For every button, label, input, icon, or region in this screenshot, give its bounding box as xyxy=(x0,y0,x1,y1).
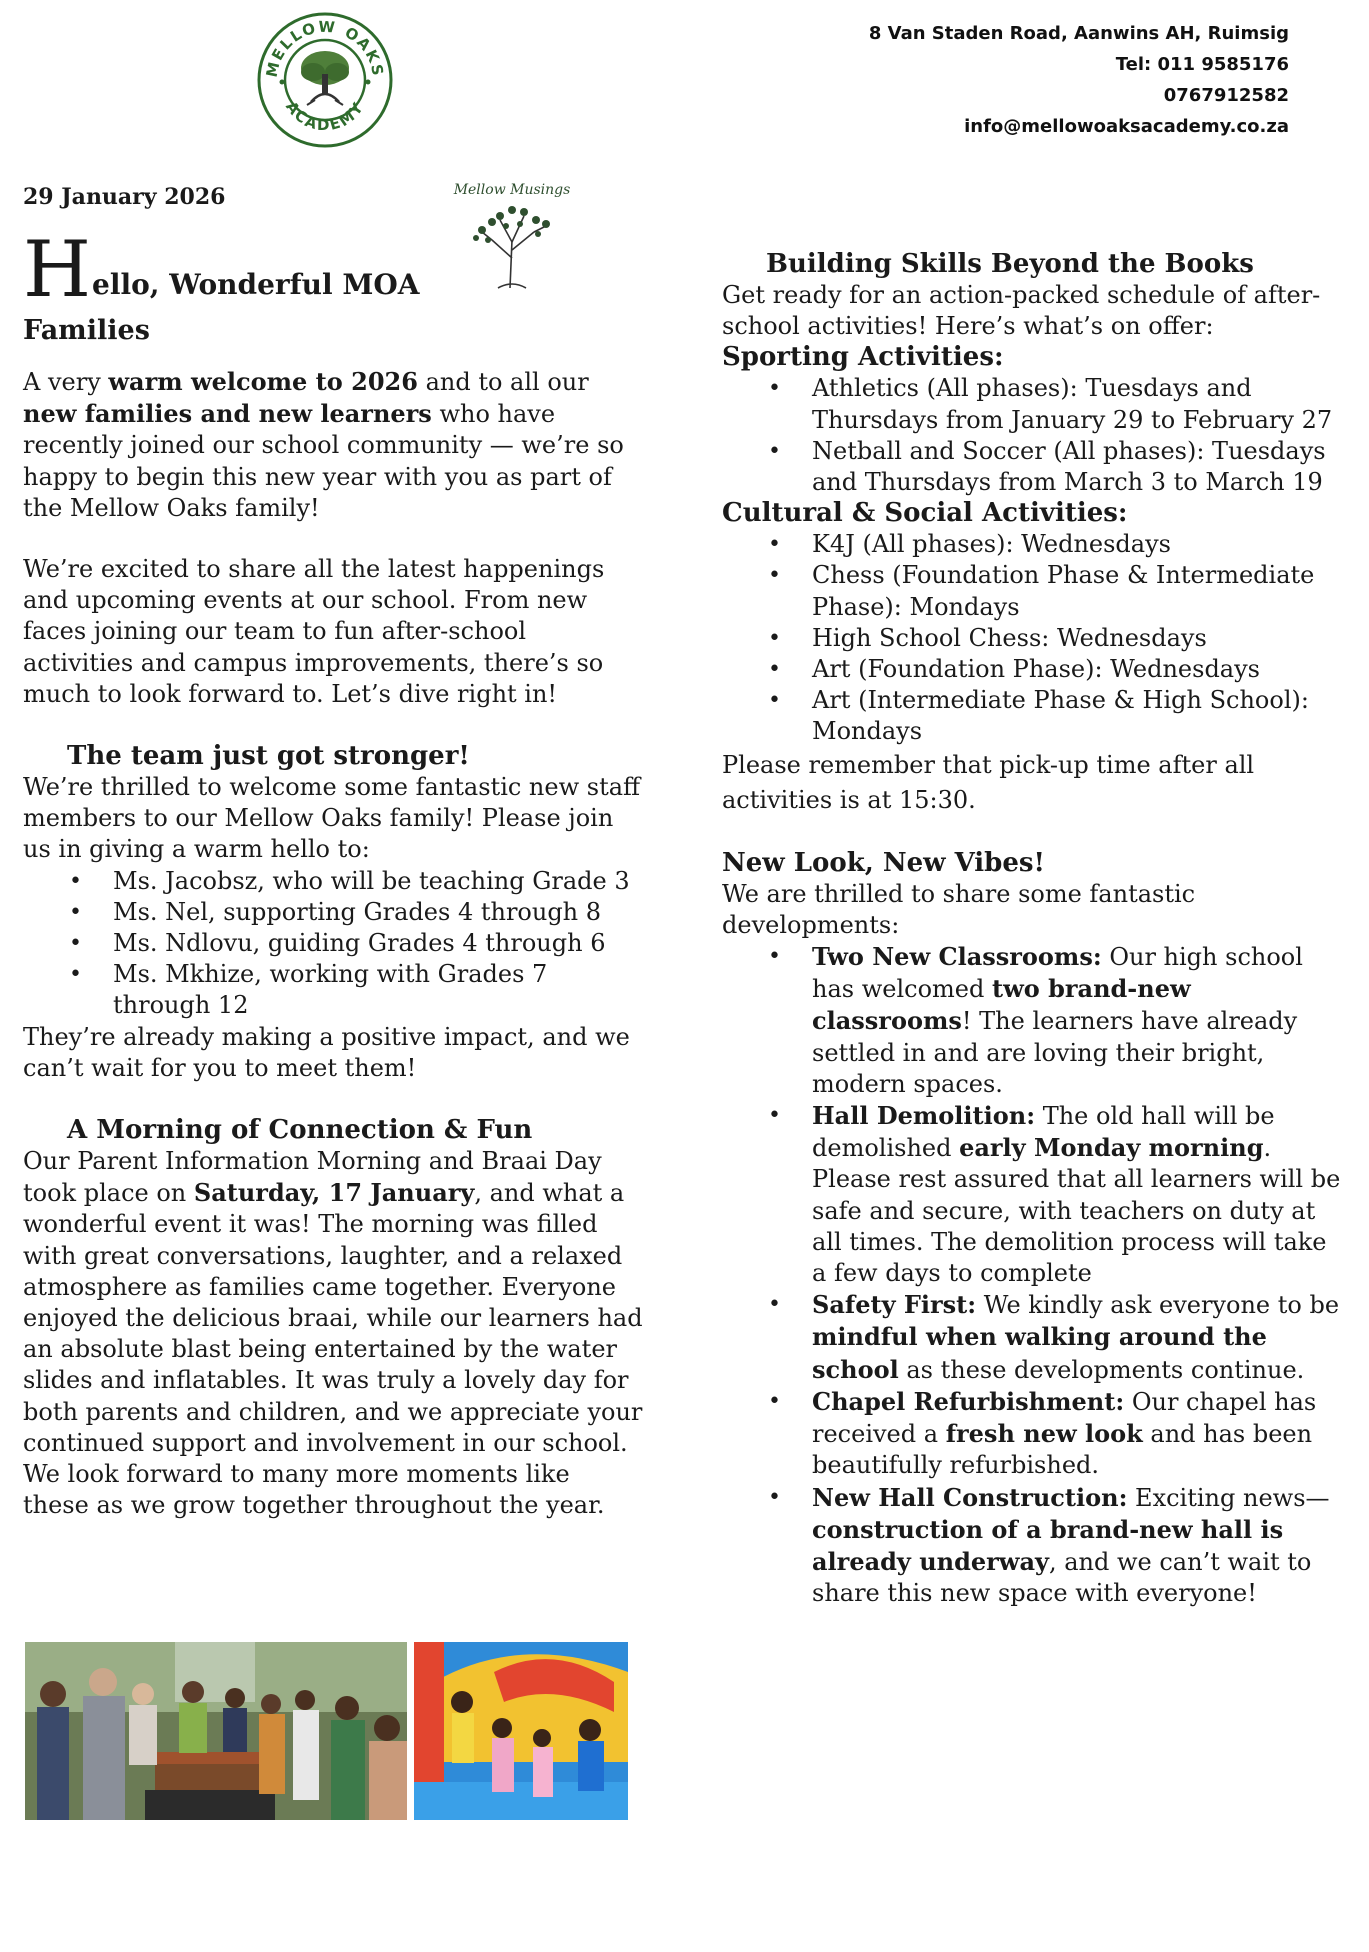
text-run: Our Parent Information Morning and Braai Day took place on xyxy=(23,1147,602,1208)
text-run: The old hall will be demolished xyxy=(812,1102,1275,1163)
skills-intro: Get ready for an action-packed schedule of after-school activities! Here’s what’s on offer: xyxy=(722,281,1321,341)
email-link[interactable]: info@mellowoaksacademy.co.za xyxy=(964,116,1289,137)
newlook-intro: We are thrilled to share some fantastic developments: xyxy=(722,879,1196,939)
text-run: who have recently joined our school community — we’re so happy to begin this new year with you as part of the Mellow Oaks family! xyxy=(23,400,624,522)
greeting-dropcap: H xyxy=(23,225,92,315)
bold-run: Chapel Refurbishment: xyxy=(812,1386,1125,1416)
text-run: A very xyxy=(23,368,109,396)
newlook-list-item xyxy=(812,941,1342,1100)
newsletter-date: 29 January 2026 xyxy=(23,184,226,210)
bold-run: Hall Demolition: xyxy=(812,1101,1036,1131)
bold-run: mindful when walking around the school xyxy=(812,1322,1267,1384)
morning-heading: A Morning of Connection & Fun xyxy=(67,1115,533,1146)
telephone: Tel: 011 9585176 xyxy=(1115,54,1289,75)
pickup-note: Please remember that pick-up time after all activities is at 15:30. xyxy=(722,750,1255,814)
text-run: Our high school has welcomed xyxy=(812,943,1303,1004)
text-run: and has been beautifully refurbished. xyxy=(812,1420,1313,1480)
text-run: Our chapel has received a xyxy=(812,1387,1317,1449)
svg-text:ACADEMY xyxy=(282,98,368,134)
contact-block xyxy=(869,18,1289,142)
sporting-list xyxy=(722,373,1342,498)
sporting-list-item: • Netball and Soccer (All phases): Tuesdays and Thursdays from March 3 to March 19 xyxy=(812,436,1342,498)
address: 8 Van Staden Road, Aanwins AH, Ruimsig xyxy=(868,23,1289,44)
school-logo xyxy=(255,10,395,150)
right-column xyxy=(722,248,1342,1609)
text-run: , and we can’t wait to share this new space with everyone! xyxy=(812,1547,1312,1608)
text-run: Exciting news— xyxy=(1127,1483,1330,1512)
text-run: as these developments continue. xyxy=(898,1355,1305,1384)
bold-run: Saturday, 17 January xyxy=(193,1178,475,1208)
bold-run: early Monday morning xyxy=(959,1133,1264,1163)
text-run: , and what a wonderful event it was! The morning was filled with great conversations, laughter, and a relaxed atmosphere as families came together. Everyone enjoyed the delicious braai, while our learners had an absolute blast being entertained by the water slides and inflatables. It was truly a lovely day for both parents and children, and we appreciate your continued support and involvement in our school. We look forward to many more moments like these as we grow together throughout the year. xyxy=(23,1179,643,1520)
cultural-list xyxy=(722,529,1342,747)
logo-ring-top: MELLOW OAKS xyxy=(262,17,388,79)
bold-run: new families and new learners xyxy=(23,399,432,429)
team-list-item: • Ms. Ndlovu, guiding Grades 4 through 6 xyxy=(113,928,643,959)
newlook-list xyxy=(722,941,1342,1609)
left-column xyxy=(23,225,643,1522)
team-list xyxy=(23,866,643,1022)
greeting-text: ello, Wonderful MOA xyxy=(92,268,420,301)
cultural-title: Cultural & Social Activities: xyxy=(722,498,1128,529)
text-run: and to all our xyxy=(417,368,589,396)
mobile: 0767912582 xyxy=(1163,85,1289,106)
logo-ring-bottom: ACADEMY xyxy=(282,98,368,135)
newlook-heading: New Look, New Vibes! xyxy=(722,847,1045,878)
intro-paragraph-1 xyxy=(23,366,643,524)
braai-photo-icon xyxy=(25,1642,407,1820)
bold-run: two brand-new classrooms xyxy=(812,974,1191,1036)
team-list-item: • Ms. Jacobsz, who will be teaching Grade 3 xyxy=(113,866,643,897)
team-outro: They’re already making a positive impact, and we can’t wait for you to meet them! xyxy=(23,1022,630,1082)
greeting xyxy=(23,225,643,315)
cultural-list-item: • Art (Intermediate Phase & High School): Mondays xyxy=(812,685,1342,747)
team-heading: The team just got stronger! xyxy=(67,741,470,772)
cultural-list-item: • Chess (Foundation Phase & Intermediate Phase): Mondays xyxy=(812,560,1342,622)
bold-run: Safety First: xyxy=(812,1290,977,1320)
text-run: ! The learners have already settled in and are loving their bright, modern spaces. xyxy=(812,1007,1298,1098)
bold-run: Two New Classrooms: xyxy=(812,942,1102,972)
musings-title: Mellow Musings xyxy=(453,182,571,198)
text-run: . Please rest assured that all learners will be safe and secure, with teachers on duty at all times. The demolition process will take a few days to complete xyxy=(812,1134,1341,1288)
greeting-line2: Families xyxy=(23,315,150,346)
team-intro: We’re thrilled to welcome some fantastic new staff members to our Mellow Oaks family! Please join us in giving a warm hello to: xyxy=(23,773,641,864)
team-list-item: • Ms. Nel, supporting Grades 4 through 8 xyxy=(113,897,643,928)
oak-tree-icon xyxy=(301,51,349,105)
sporting-title: Sporting Activities: xyxy=(722,342,1004,373)
bold-run: New Hall Construction: xyxy=(812,1482,1128,1512)
skills-heading: Building Skills Beyond the Books xyxy=(766,249,1254,279)
sporting-list-item: • Athletics (All phases): Tuesdays and Thursdays from January 29 to February 27 xyxy=(812,373,1342,435)
morning-body xyxy=(23,1146,643,1521)
newlook-list-item xyxy=(812,1100,1342,1289)
cultural-list-item: • Art (Foundation Phase): Wednesdays xyxy=(812,654,1342,685)
newlook-list-item xyxy=(812,1482,1342,1610)
team-list-item: • Ms. Mkhize, working with Grades 7 through 12 xyxy=(113,959,643,1021)
cultural-list-item: • High School Chess: Wednesdays xyxy=(812,623,1342,654)
bold-run: warm welcome to 2026 xyxy=(108,367,418,396)
newlook-list-item xyxy=(812,1386,1342,1482)
newlook-list-item xyxy=(812,1289,1342,1386)
text-run: We kindly ask everyone to be xyxy=(976,1291,1340,1320)
bold-run: construction of a brand-new hall is already underway xyxy=(812,1514,1284,1576)
intro-paragraph-2: We’re excited to share all the latest happenings and upcoming events at our school. From new faces joining our team to fun after-school activities and campus improvements, there’s so much to look forward to. Let’s dive right in! xyxy=(23,555,605,708)
inflatable-photo-icon xyxy=(414,1642,628,1820)
cultural-list-item: • K4J (All phases): Wednesdays xyxy=(812,529,1342,560)
bold-run: fresh new look xyxy=(945,1419,1143,1449)
